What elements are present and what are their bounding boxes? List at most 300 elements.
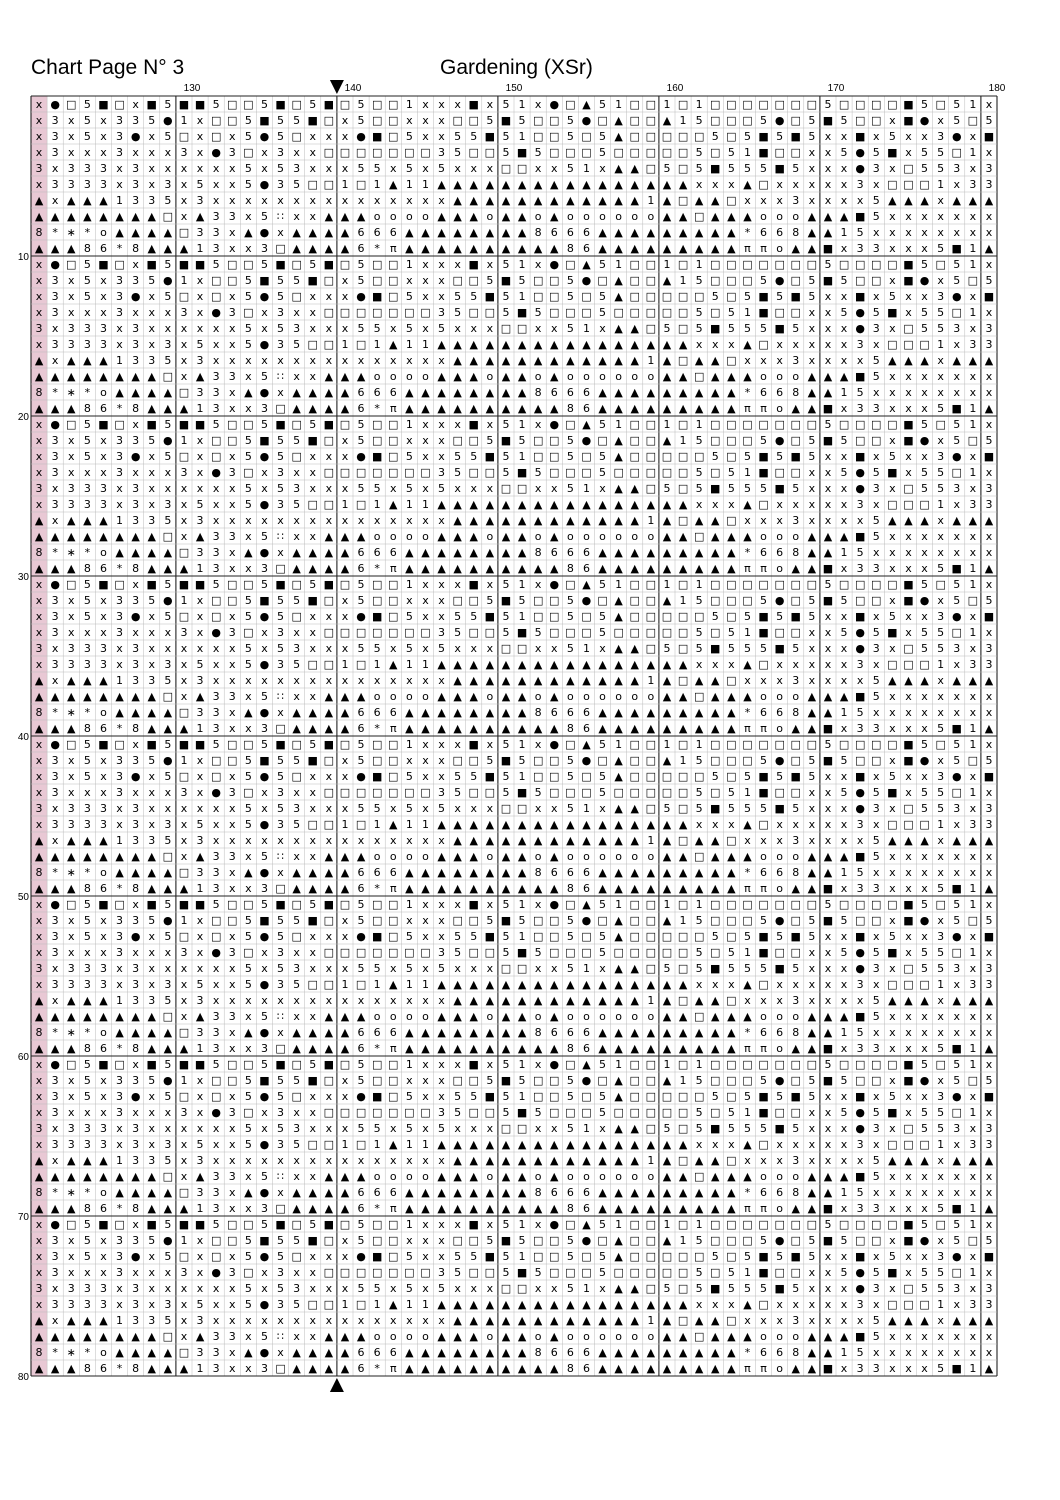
stitch-symbol: □	[678, 1090, 688, 1103]
stitch-symbol: ▲	[663, 194, 672, 207]
stitch-symbol: ▲	[598, 706, 607, 719]
stitch-symbol: 3	[36, 962, 43, 975]
stitch-symbol: 5	[245, 434, 252, 447]
stitch-symbol: 1	[696, 898, 703, 911]
stitch-symbol: ▲	[663, 338, 672, 351]
stitch-symbol: ▲	[437, 1186, 446, 1199]
stitch-symbol: x	[68, 1266, 75, 1279]
stitch-symbol: x	[792, 1298, 799, 1311]
stitch-symbol: 3	[229, 1266, 236, 1279]
column-numbers	[184, 83, 1006, 94]
stitch-symbol: x	[970, 962, 977, 975]
stitch-symbol: x	[197, 1122, 204, 1135]
stitch-symbol: □	[678, 898, 688, 911]
stitch-symbol: π	[744, 242, 751, 255]
stitch-symbol: ▲	[695, 1042, 704, 1055]
stitch-symbol: x	[921, 210, 928, 223]
stitch-symbol: x	[326, 354, 333, 367]
stitch-symbol: x	[937, 114, 944, 127]
stitch-symbol: 3	[68, 1282, 75, 1295]
stitch-symbol: x	[36, 418, 43, 431]
stitch-symbol: x	[438, 1090, 445, 1103]
stitch-symbol: x	[905, 626, 912, 639]
stitch-symbol: 5	[953, 258, 960, 271]
stitch-symbol: □	[710, 98, 720, 111]
stitch-symbol: x	[889, 882, 896, 895]
stitch-symbol: 5	[776, 610, 783, 623]
stitch-symbol: ▲	[711, 1330, 720, 1343]
stitch-symbol: 5	[374, 322, 381, 335]
stitch-symbol: o	[615, 1010, 622, 1023]
stitch-symbol: □	[581, 770, 591, 783]
stitch-symbol: 5	[164, 1090, 171, 1103]
stitch-symbol: 5	[293, 1234, 300, 1247]
stitch-symbol: x	[937, 850, 944, 863]
stitch-symbol: x	[326, 834, 333, 847]
stitch-symbol: x	[921, 450, 928, 463]
stitch-symbol: x	[68, 290, 75, 303]
stitch-symbol: ▲	[663, 386, 672, 399]
stitch-symbol: 3	[116, 306, 123, 319]
stitch-symbol: ▲	[486, 498, 495, 511]
stitch-symbol: ▲	[663, 114, 672, 127]
stitch-symbol: □	[420, 786, 430, 799]
stitch-symbol: x	[921, 706, 928, 719]
stitch-symbol: x	[841, 1298, 848, 1311]
stitch-symbol: 6	[358, 866, 365, 879]
stitch-symbol: x	[116, 162, 123, 175]
stitch-symbol: 5	[502, 418, 509, 431]
stitch-symbol: ▲	[502, 1298, 511, 1311]
stitch-symbol: □	[404, 146, 414, 159]
stitch-symbol: ■	[98, 418, 108, 431]
stitch-symbol: ▲	[598, 514, 607, 527]
stitch-symbol: ●	[260, 930, 270, 943]
stitch-symbol: ▲	[969, 834, 978, 847]
stitch-symbol: □	[678, 1266, 688, 1279]
stitch-symbol: ▲	[325, 530, 334, 543]
stitch-symbol: x	[100, 130, 107, 143]
stitch-symbol: ■	[275, 418, 285, 431]
stitch-symbol: x	[841, 450, 848, 463]
stitch-symbol: ■	[774, 482, 784, 495]
stitch-symbol: ▲	[309, 1346, 318, 1359]
stitch-symbol: 6	[100, 562, 107, 575]
stitch-symbol: □	[485, 626, 495, 639]
stitch-symbol: ▲	[663, 226, 672, 239]
stitch-symbol: x	[937, 866, 944, 879]
stitch-symbol: *	[117, 882, 123, 895]
stitch-symbol: ▲	[663, 978, 672, 991]
stitch-symbol: ▲	[824, 210, 833, 223]
stitch-symbol: x	[809, 482, 816, 495]
stitch-symbol: 5	[712, 290, 719, 303]
stitch-symbol: x	[229, 1122, 236, 1135]
stitch-symbol: 3	[132, 802, 139, 815]
stitch-symbol: x	[342, 962, 349, 975]
stitch-symbol: ■	[855, 1090, 865, 1103]
stitch-symbol: x	[36, 1266, 43, 1279]
stitch-symbol: x	[229, 930, 236, 943]
stitch-symbol: 1	[647, 1154, 654, 1167]
stitch-symbol: 6	[583, 866, 590, 879]
stitch-symbol: 3	[132, 338, 139, 351]
stitch-symbol: □	[630, 1218, 640, 1231]
stitch-symbol: 5	[519, 1234, 526, 1247]
stitch-symbol: 5	[760, 114, 767, 127]
stitch-symbol: ■	[308, 914, 318, 927]
stitch-symbol: 8	[132, 562, 139, 575]
stitch-symbol: x	[535, 1122, 542, 1135]
stitch-symbol: ■	[823, 594, 833, 607]
stitch-symbol: x	[857, 1314, 864, 1327]
stitch-symbol: ▲	[341, 690, 350, 703]
stitch-symbol: x	[825, 1266, 832, 1279]
stitch-symbol: 3	[84, 802, 91, 815]
stitch-symbol: x	[970, 1186, 977, 1199]
stitch-symbol: □	[839, 1058, 849, 1071]
stitch-symbol: □	[291, 770, 301, 783]
stitch-symbol: □	[372, 594, 382, 607]
stitch-symbol: 3	[229, 946, 236, 959]
stitch-symbol: x	[36, 946, 43, 959]
stitch-symbol: x	[309, 642, 316, 655]
stitch-symbol: 5	[728, 802, 735, 815]
stitch-symbol: ■	[275, 1218, 285, 1231]
stitch-symbol: ▲	[115, 530, 124, 543]
stitch-symbol: 5	[84, 578, 91, 591]
stitch-symbol: □	[678, 738, 688, 751]
stitch-symbol: □	[340, 578, 350, 591]
stitch-symbol: 1	[583, 322, 590, 335]
stitch-symbol: ▲	[824, 1026, 833, 1039]
stitch-symbol: 5	[599, 610, 606, 623]
stitch-symbol: □	[211, 594, 221, 607]
stitch-symbol: □	[662, 1090, 672, 1103]
stitch-symbol: ▲	[115, 706, 124, 719]
stitch-symbol: 5	[502, 786, 509, 799]
stitch-symbol: 3	[52, 1298, 59, 1311]
stitch-symbol: x	[825, 1106, 832, 1119]
stitch-symbol: 5	[696, 962, 703, 975]
stitch-symbol: 5	[599, 1090, 606, 1103]
stitch-symbol: 1	[969, 1266, 976, 1279]
stitch-symbol: x	[148, 338, 155, 351]
stitch-symbol: x	[776, 674, 783, 687]
stitch-symbol: ▲	[534, 178, 543, 191]
stitch-symbol: □	[774, 1106, 784, 1119]
stitch-symbol: ▲	[631, 866, 640, 879]
stitch-symbol: ■	[308, 114, 318, 127]
stitch-symbol: 5	[696, 594, 703, 607]
stitch-symbol: ▲	[598, 994, 607, 1007]
stitch-symbol: 5	[937, 1042, 944, 1055]
stitch-symbol: x	[390, 1122, 397, 1135]
stitch-symbol: 1	[841, 1186, 848, 1199]
stitch-symbol: □	[549, 786, 559, 799]
stitch-symbol: 6	[358, 226, 365, 239]
stitch-symbol: *	[745, 1026, 751, 1039]
stitch-symbol: 5	[921, 946, 928, 959]
stitch-symbol: 3	[197, 866, 204, 879]
stitch-symbol: 5	[358, 274, 365, 287]
stitch-symbol: 5	[728, 786, 735, 799]
stitch-symbol: 5	[164, 290, 171, 303]
stitch-symbol: 5	[953, 754, 960, 767]
stitch-symbol: □	[662, 130, 672, 143]
stitch-symbol: 5	[696, 466, 703, 479]
stitch-symbol: x	[937, 194, 944, 207]
stitch-symbol: ▲	[647, 498, 656, 511]
stitch-symbol: ▲	[309, 882, 318, 895]
stitch-symbol: □	[855, 98, 865, 111]
stitch-symbol: ▲	[502, 722, 511, 735]
stitch-symbol: 5	[502, 290, 509, 303]
stitch-symbol: o	[776, 562, 783, 575]
stitch-symbol: □	[968, 1234, 978, 1247]
stitch-symbol: ■	[710, 802, 720, 815]
stitch-symbol: x	[213, 1298, 220, 1311]
stitch-symbol: ▲	[67, 370, 76, 383]
stitch-symbol: x	[293, 306, 300, 319]
stitch-symbol: 5	[921, 322, 928, 335]
stitch-symbol: ▲	[470, 706, 479, 719]
stitch-symbol: ▲	[824, 1346, 833, 1359]
stitch-symbol: □	[388, 114, 398, 127]
stitch-symbol: x	[905, 242, 912, 255]
stitch-symbol: x	[165, 466, 172, 479]
stitch-symbol: 5	[197, 1298, 204, 1311]
stitch-symbol: ▲	[985, 242, 994, 255]
stitch-symbol: 5	[824, 898, 831, 911]
stitch-symbol: o	[599, 850, 606, 863]
stitch-symbol: ▲	[99, 1154, 108, 1167]
stitch-symbol: 1	[969, 626, 976, 639]
stitch-symbol: 5	[937, 786, 944, 799]
stitch-symbol: □	[630, 898, 640, 911]
stitch-symbol: □	[372, 466, 382, 479]
stitch-symbol: x	[229, 674, 236, 687]
stitch-symbol: 3	[438, 1266, 445, 1279]
stitch-symbol: ■	[758, 130, 768, 143]
stitch-symbol: ▲	[614, 754, 623, 767]
stitch-symbol: 5	[406, 290, 413, 303]
stitch-symbol: ●	[211, 786, 221, 799]
stitch-symbol: 6	[374, 866, 381, 879]
stitch-symbol: ▲	[679, 1042, 688, 1055]
stitch-symbol: ▲	[470, 882, 479, 895]
stitch-symbol: ▲	[389, 658, 398, 671]
stitch-symbol: ▲	[518, 994, 527, 1007]
stitch-symbol: x	[309, 1266, 316, 1279]
stitch-symbol: x	[889, 962, 896, 975]
stitch-symbol: x	[342, 514, 349, 527]
stitch-symbol: 5	[985, 754, 992, 767]
stitch-symbol: ■	[758, 786, 768, 799]
stitch-symbol: ▲	[550, 674, 559, 687]
stitch-symbol: 6	[583, 706, 590, 719]
stitch-symbol: 1	[583, 802, 590, 815]
stitch-symbol: x	[245, 1202, 252, 1215]
stitch-symbol: ●	[582, 434, 592, 447]
stitch-symbol: 5	[567, 482, 574, 495]
stitch-symbol: □	[388, 1074, 398, 1087]
stitch-symbol: x	[905, 722, 912, 735]
stitch-symbol: ▲	[679, 530, 688, 543]
stitch-symbol: 5	[84, 418, 91, 431]
stitch-symbol: 3	[164, 178, 171, 191]
stitch-symbol: ▲	[792, 1042, 801, 1055]
stitch-symbol: x	[116, 498, 123, 511]
stitch-symbol: ▲	[164, 706, 173, 719]
stitch-symbol: x	[422, 418, 429, 431]
stitch-symbol: ▲	[196, 210, 205, 223]
stitch-symbol: x	[197, 626, 204, 639]
stitch-symbol: 5	[841, 1106, 848, 1119]
stitch-symbol: ▲	[550, 1154, 559, 1167]
stitch-symbol: x	[905, 882, 912, 895]
stitch-symbol: ▲	[824, 546, 833, 559]
stitch-symbol: 5	[744, 130, 751, 143]
stitch-symbol: ■	[984, 930, 994, 943]
stitch-symbol: □	[871, 1074, 881, 1087]
stitch-symbol: ●	[855, 1282, 865, 1295]
stitch-symbol: □	[517, 322, 527, 335]
stitch-symbol: x	[197, 114, 204, 127]
stitch-symbol: 1	[406, 578, 413, 591]
stitch-symbol: 5	[889, 290, 896, 303]
stitch-symbol: x	[84, 1266, 91, 1279]
stitch-symbol: □	[227, 274, 237, 287]
stitch-symbol: □	[533, 290, 543, 303]
stitch-symbol: ▲	[711, 546, 720, 559]
stitch-symbol: ▲	[164, 1026, 173, 1039]
stitch-symbol: 1	[969, 562, 976, 575]
stitch-symbol: 5	[245, 1090, 252, 1103]
stitch-symbol: ▲	[453, 338, 462, 351]
stitch-symbol: □	[324, 754, 334, 767]
stitch-symbol: 5	[985, 914, 992, 927]
stitch-symbol: x	[148, 658, 155, 671]
stitch-symbol: ▲	[470, 658, 479, 671]
stitch-symbol: x	[422, 1282, 429, 1295]
stitch-symbol: 6	[760, 1186, 767, 1199]
stitch-symbol: x	[905, 370, 912, 383]
stitch-symbol: □	[726, 98, 736, 111]
stitch-symbol: x	[809, 994, 816, 1007]
stitch-symbol: x	[342, 1314, 349, 1327]
stitch-symbol: ▲	[35, 994, 44, 1007]
stitch-symbol: x	[825, 1154, 832, 1167]
stitch-symbol: ▲	[631, 242, 640, 255]
stitch-symbol: ▲	[550, 370, 559, 383]
stitch-symbol: 3	[132, 434, 139, 447]
stitch-symbol: x	[986, 690, 993, 703]
stitch-symbol: x	[261, 834, 268, 847]
stitch-symbol: ■	[195, 738, 205, 751]
stitch-symbol: ▲	[550, 354, 559, 367]
stitch-symbol: 6	[583, 1026, 590, 1039]
stitch-symbol: 5	[470, 130, 477, 143]
stitch-symbol: x	[825, 1122, 832, 1135]
stitch-symbol: x	[165, 642, 172, 655]
stitch-symbol: ▲	[453, 178, 462, 191]
stitch-symbol: 3	[229, 370, 236, 383]
stitch-symbol: o	[776, 1042, 783, 1055]
stitch-symbol: ▲	[614, 658, 623, 671]
stitch-symbol: 8	[535, 1346, 542, 1359]
stitch-symbol: x	[825, 322, 832, 335]
stitch-symbol: 3	[180, 786, 187, 799]
stitch-symbol: ■	[984, 130, 994, 143]
stitch-symbol: x	[277, 866, 284, 879]
stitch-symbol: 3	[985, 818, 992, 831]
stitch-symbol: ▲	[647, 1362, 656, 1375]
stitch-symbol: ■	[984, 290, 994, 303]
row-number: 70	[18, 1212, 30, 1223]
stitch-symbol: ▲	[502, 498, 511, 511]
stitch-symbol: 3	[132, 498, 139, 511]
stitch-symbol: 1	[647, 1314, 654, 1327]
stitch-symbol: 3	[132, 274, 139, 287]
stitch-symbol: x	[68, 594, 75, 607]
stitch-symbol: □	[420, 306, 430, 319]
stitch-symbol: ▲	[631, 178, 640, 191]
stitch-symbol: x	[52, 514, 59, 527]
stitch-symbol: x	[487, 482, 494, 495]
stitch-symbol: 3	[277, 786, 284, 799]
stitch-symbol: x	[937, 514, 944, 527]
stitch-symbol: □	[968, 114, 978, 127]
stitch-symbol: x	[277, 354, 284, 367]
stitch-symbol: □	[549, 1074, 559, 1087]
stitch-symbol: ▲	[663, 1074, 672, 1087]
stitch-symbol: ▲	[502, 178, 511, 191]
stitch-symbol: ●	[260, 610, 270, 623]
stitch-symbol: 3	[873, 1362, 880, 1375]
stitch-symbol: ▲	[679, 1010, 688, 1023]
stitch-symbol: □	[791, 754, 801, 767]
stitch-symbol: □	[678, 162, 688, 175]
stitch-symbol: □	[694, 1170, 704, 1183]
stitch-symbol: 3	[52, 770, 59, 783]
stitch-symbol: 8	[36, 706, 43, 719]
stitch-symbol: ▲	[904, 354, 913, 367]
stitch-symbol: □	[388, 450, 398, 463]
stitch-symbol: x	[309, 354, 316, 367]
stitch-symbol: x	[390, 1314, 397, 1327]
stitch-symbol: ▲	[341, 850, 350, 863]
stitch-symbol: 1	[116, 834, 123, 847]
stitch-symbol: ▲	[711, 1010, 720, 1023]
stitch-symbol: x	[422, 290, 429, 303]
stitch-symbol: ▲	[244, 226, 253, 239]
stitch-symbol: ■	[485, 130, 495, 143]
stitch-symbol: ▲	[808, 1362, 817, 1375]
stitch-symbol: □	[710, 258, 720, 271]
stitch-symbol: ▲	[470, 514, 479, 527]
stitch-symbol: □	[742, 274, 752, 287]
stitch-symbol: 5	[744, 770, 751, 783]
stitch-symbol: ▲	[631, 882, 640, 895]
stitch-symbol: 3	[52, 930, 59, 943]
stitch-symbol: x	[841, 1154, 848, 1167]
stitch-symbol: x	[261, 642, 268, 655]
stitch-symbol: x	[342, 1282, 349, 1295]
stitch-symbol: o	[776, 1170, 783, 1183]
stitch-symbol: x	[358, 514, 365, 527]
stitch-symbol: x	[760, 834, 767, 847]
